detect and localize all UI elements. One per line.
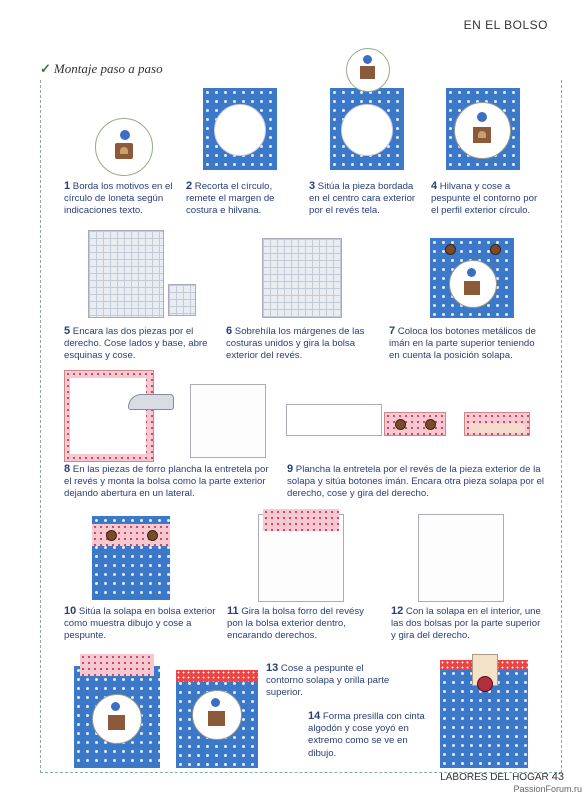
step-number: 1 [64, 180, 71, 192]
step-4 [431, 180, 545, 218]
step-text: En las piezas de forro plancha la entretela por el revés y monta la bolsa como la parte exterior dejando abertura en un lateral. [64, 464, 269, 500]
step-number: 5 [64, 325, 71, 337]
step-8 [64, 463, 276, 501]
check-icon: ✓ [40, 61, 51, 76]
step-text: Con la solapa en el interior, une las dos bolsas por la parte superior y gira del derecho. [391, 606, 541, 642]
step-5 [64, 325, 216, 363]
step-text: Gira la bolsa forro del revésy pon la bolsa exterior dentro, encarando derechos. [227, 606, 364, 642]
step-text: Borda los motivos en el círculo de loneta según indicaciones texto. [64, 181, 173, 217]
step13-bag-a [74, 666, 160, 768]
step5-corner [168, 284, 196, 316]
step-number: 11 [227, 605, 239, 617]
step3-circle [346, 48, 390, 92]
heading-title: Montaje paso a paso [53, 61, 163, 76]
step-number: 3 [309, 180, 316, 192]
step9-illustration [286, 404, 382, 436]
section-label: EN EL BOLSO [463, 18, 548, 32]
step-7 [389, 325, 547, 363]
step-text: Sobrehíla los márgenes de las costuras unidos y gira la bolsa exterior del revés. [226, 326, 365, 362]
step7-illustration [430, 238, 514, 318]
step1-illustration [95, 118, 153, 176]
step-14 [308, 710, 434, 760]
step9-flap [464, 412, 530, 436]
step-11 [227, 605, 379, 643]
step-number: 4 [431, 180, 438, 192]
step-number: 13 [266, 662, 279, 674]
step3-illustration [330, 88, 404, 170]
step4-illustration [446, 88, 520, 170]
page-heading [40, 61, 163, 77]
step11-illustration [258, 514, 344, 602]
step8-iron [128, 380, 176, 410]
step-3 [309, 180, 421, 218]
step-number: 14 [308, 710, 321, 722]
step8-bag [190, 384, 266, 458]
step-6 [226, 325, 378, 363]
page-number: 43 [551, 771, 564, 783]
step-text: Plancha la entretela por el revés de la pieza exterior de la solapa y sitúa botones imán. Encara otra pieza solapa por el derecho, cose y gira del derecho. [287, 464, 545, 500]
step12-illustration [418, 514, 504, 602]
step9-strip [384, 412, 446, 436]
step-text: Hilvana y cose a pespunte el contorno por el perfil exterior círculo. [431, 181, 538, 217]
page-footer [440, 771, 564, 783]
step-number: 2 [186, 180, 193, 192]
step-number: 10 [64, 605, 77, 617]
step-text: Forma presilla con cinta algodón y cose yoyó en extremo como se ve en dibujo. [308, 711, 425, 759]
step10-illustration [92, 516, 170, 600]
step-text: Sitúa la solapa en bolsa exterior como muestra dibujo y cose a pespunte. [64, 606, 216, 642]
step6-illustration [262, 238, 342, 318]
step5-illustration [88, 230, 164, 318]
step-number: 9 [287, 463, 294, 475]
step-text: Sitúa la pieza bordada en el centro cara exterior por el revés tela. [309, 181, 416, 217]
step-2 [186, 180, 298, 218]
step-1 [64, 180, 176, 218]
step13-bag-b [176, 670, 258, 768]
step14-illustration [440, 660, 528, 768]
step-12 [391, 605, 547, 643]
step-10 [64, 605, 216, 643]
step-number: 12 [391, 605, 404, 617]
step-number: 7 [389, 325, 396, 337]
magazine-name: LABORES DEL HOGAR [440, 772, 549, 783]
step2-illustration [203, 88, 277, 170]
step-text: Encara las dos piezas por el derecho. Cose lados y base, abre esquinas y cose. [64, 326, 208, 362]
watermark: PassionForum.ru [513, 784, 582, 794]
step-text: Recorta el círculo, remete el margen de costura e hilvana. [186, 181, 275, 217]
step-13 [266, 662, 398, 700]
step-text: Cose a pespunte el contorno solapa y orilla parte superior. [266, 663, 390, 699]
step-9 [287, 463, 549, 501]
step-text: Coloca los botones metálicos de imán en la parte superior teniendo en cuenta la posición solapa. [389, 326, 536, 362]
step-number: 8 [64, 463, 71, 475]
step-number: 6 [226, 325, 233, 337]
